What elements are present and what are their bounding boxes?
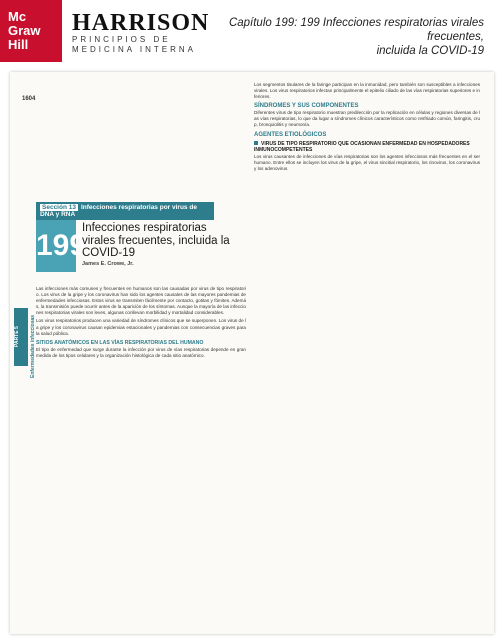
publisher-logo: Mc Graw Hill [0, 0, 62, 62]
right-column [254, 82, 480, 174]
book-brand [72, 11, 209, 55]
body-paragraph: Diferentes virus de tipo respiratorio muestran predilección por la replicación en células y regiones diversas de las vías respiratorias, lo que da lugar a síndromes clínicos característicos como resfriado común, faringitis, crup, bronquiolitis y neumonía. [254, 110, 480, 128]
section-label: Sección 13 [42, 204, 76, 211]
section-heading-agents: AGENTES ETIOLÓGICOS [254, 131, 327, 138]
chapter-number: 199 [36, 220, 76, 272]
header-bar [0, 0, 502, 62]
book-page [10, 72, 494, 634]
chapter-title-line-1: Capítulo 199: 199 Infecciones respiratorias virales frecuentes, [228, 17, 484, 43]
chapter-title-line-2: incluida la COVID-19 [376, 45, 484, 57]
body-paragraph: Las infecciones más comunes y frecuentes en humanos son las causadas por virus de tipo respiratorio. Los virus de la gripe y los coronavirus han sido los agentes causales de las mayores pandemias de enfermedades infecciosas. Estos virus se transmiten fácilmente por contacto, gotitas y fómites. Además, la transmisión puede ocurrir antes de la aparición de los síntomas. Aunque la mayoría de las infecciones respiratorias virales son leves, algunas conllevan morbilidad y mortalidad considerables. [36, 286, 246, 316]
chapter-author: James E. Crowe, Jr. [82, 261, 134, 267]
brand-subtitle-1: PRINCIPIOS DE [72, 35, 171, 44]
body-paragraph: Los segmentos tisulares de la faringe participan en la inmunidad, pero también son susceptibles a infecciones virales. Los virus respiratorios infectan principalmente el epitelio ciliado de las vías respiratorias superiores e inferiores. [254, 82, 480, 100]
body-paragraph: Los virus causantes de infecciones de vías respiratorias son los agentes infecciosos más frecuentes en el ser humano. Entre ellos se incluyen los virus de la gripe, el virus sincitial respiratorio, los rinovirus, los coronavirus y los adenovirus. [254, 153, 480, 171]
section-title: Infecciones respiratorias por virus de DNA y RNA [40, 204, 197, 218]
chapter-title [214, 16, 484, 58]
body-paragraph: Los virus respiratorios producen una variedad de síndromes clínicos que se superponen. Los virus de la gripe y los coronavirus causan epidemias estacionales y pandemias con consecuencias graves para la salud pública. [36, 318, 246, 336]
left-column [36, 286, 246, 361]
part-tab: PARTE 5 [14, 308, 28, 366]
part-title: Enfermedades infecciosas [30, 314, 36, 378]
subsection-heading: SITIOS ANATÓMICOS EN LAS VÍAS RESPIRATORIAS DEL HUMANO [36, 339, 204, 346]
page-number: 1604 [22, 96, 36, 102]
body-paragraph: El tipo de enfermedad que surge durante la infección por virus de vías respiratorias depende en gran medida de los tipos celulares y la organización histológica de cada sitio anatómico. [36, 346, 246, 358]
section-heading-syndromes: SÍNDROMES Y SUS COMPONENTES [254, 103, 359, 110]
chapter-name: Infecciones respiratorias virales frecuentes, incluida la COVID-19 [82, 222, 230, 259]
brand-subtitle-2: MEDICINA INTERNA [72, 45, 197, 54]
brand-name: HARRISON [72, 10, 210, 36]
chapter-header [36, 220, 246, 280]
bullet-heading: VIRUS DE TIPO RESPIRATORIO QUE OCASIONAN ENFERMEDAD EN HOSPEDADORES INMUNOCOMPETENTES [254, 141, 480, 153]
section-banner [36, 202, 214, 220]
